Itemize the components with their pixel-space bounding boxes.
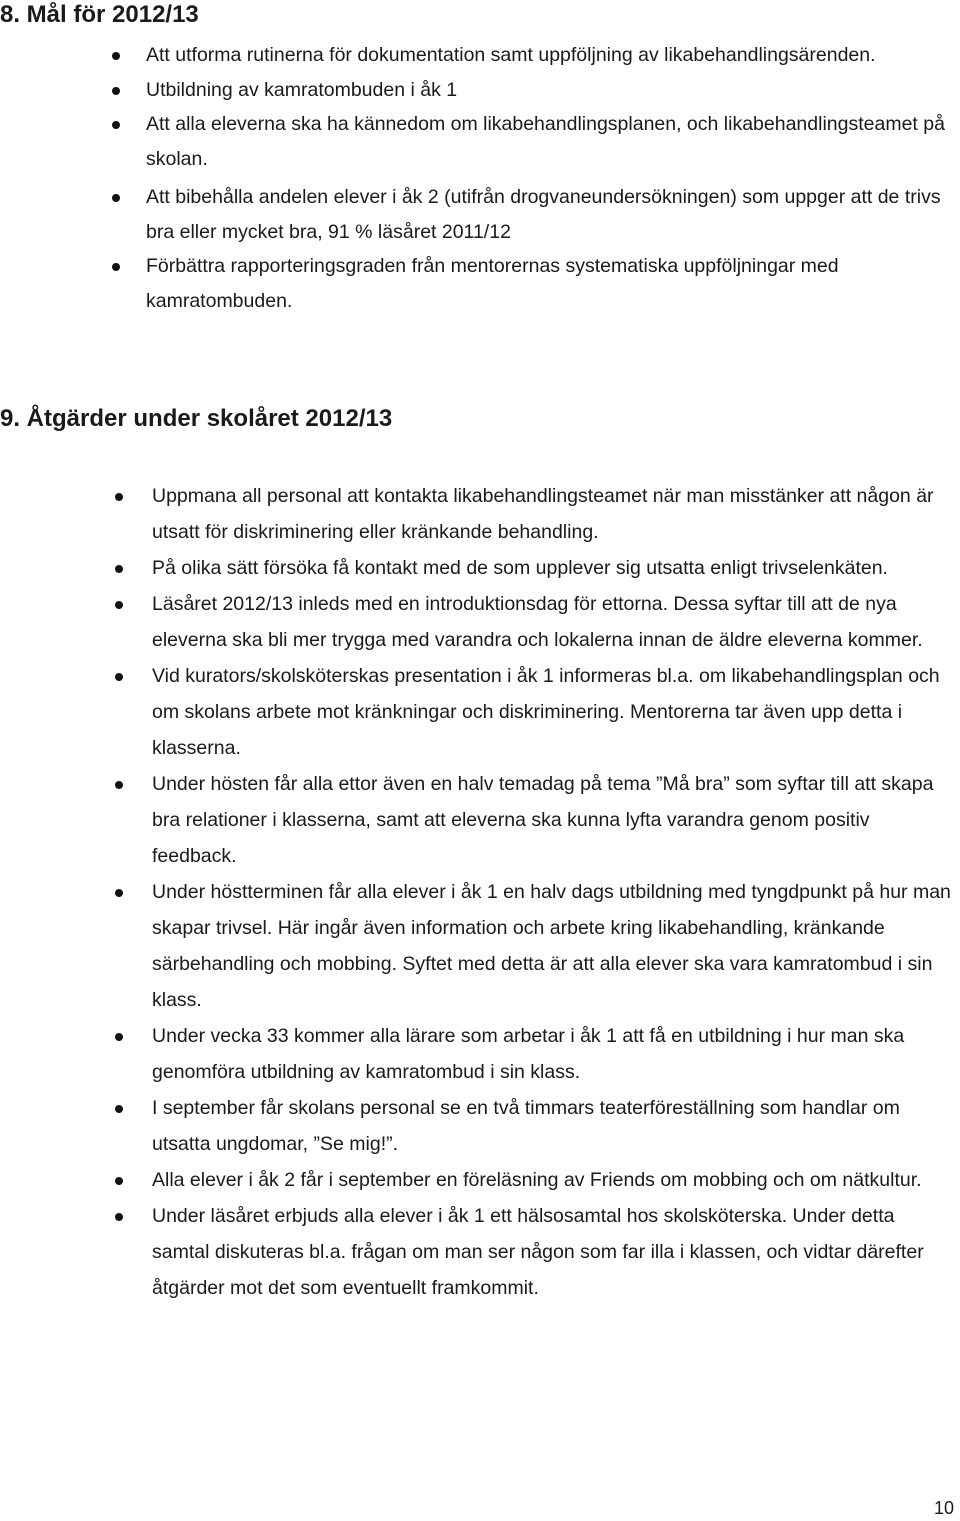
list-item (0, 766, 960, 874)
list-item-text: Att bibehålla andelen elever i åk 2 (utifrån drogvaneundersökningen) som uppger att de trivs bra eller mycket bra, 91 % läsåret 2011/12 (146, 186, 941, 243)
bullet-icon (115, 781, 123, 789)
list-item-text: På olika sätt försöka få kontakt med de som upplever sig utsatta enligt trivselenkäten. (152, 557, 888, 579)
list-item (0, 658, 960, 766)
section-8-heading: 8. Mål för 2012/13 (0, 1, 199, 28)
list-item (0, 478, 960, 550)
bullet-icon (115, 1105, 123, 1113)
list-item (0, 180, 960, 249)
list-item-text: Under läsåret erbjuds alla elever i åk 1 ett hälsosamtal hos skolsköterska. Under detta samtal diskuteras bl.a. frågan om man ser någon som far illa i klassen, och vidtar därefter åtgärder mot det som eventuellt framkommit. (152, 1205, 924, 1299)
actions-list (0, 478, 960, 1306)
list-item-text: Utbildning av kamratombuden i åk 1 (146, 78, 458, 101)
list-item-text: Förbättra rapporteringsgraden från mentorernas systematiska uppföljningar med kamratombuden. (146, 255, 839, 312)
list-item (0, 586, 960, 658)
list-item-text: Under vecka 33 kommer alla lärare som arbetar i åk 1 att få en utbildning i hur man ska genomföra utbildning av kamratombud i sin klass. (152, 1025, 905, 1083)
list-item-text: Uppmana all personal att kontakta likabehandlingsteamet när man misstänker att någon är utsatt för diskriminering eller kränkande behandling. (152, 485, 934, 543)
bullet-icon (112, 263, 120, 271)
list-item (0, 874, 960, 1018)
bullet-icon (115, 1033, 123, 1041)
goals-list (0, 38, 960, 318)
list-item-text: Under höstterminen får alla elever i åk 1 en halv dags utbildning med tyngdpunkt på hur man skapar trivsel. Här ingår även information och arbete kring likabehandling, kränkande särbehandling och mobbing. Syftet med detta är att alla elever ska vara kamratombud i sin klass. (152, 881, 951, 1011)
list-item (0, 38, 960, 73)
bullet-icon (112, 52, 120, 60)
list-item-text: Under hösten får alla ettor även en halv temadag på tema ”Må bra” som syftar till att skapa bra relationer i klasserna, samt att eleverna ska kunna lyfta varandra genom positiv feedback. (152, 773, 934, 867)
bullet-icon (112, 87, 120, 95)
list-item (0, 1198, 960, 1306)
page-number: 10 (933, 1498, 954, 1518)
list-item-text: Alla elever i åk 2 får i september en föreläsning av Friends om mobbing och om nätkultur. (152, 1169, 922, 1191)
list-item (0, 550, 960, 586)
bullet-icon (115, 601, 123, 609)
list-item (0, 1018, 960, 1090)
list-item (0, 249, 960, 318)
list-item (0, 1162, 960, 1198)
bullet-icon (115, 493, 123, 501)
bullet-icon (115, 1213, 123, 1221)
list-item-text: Läsåret 2012/13 inleds med en introduktionsdag för ettorna. Dessa syftar till att de nya eleverna ska bli mer trygga med varandra och lokalerna innan de äldre eleverna kommer. (152, 593, 923, 651)
bullet-icon (115, 565, 123, 573)
bullet-icon (115, 889, 123, 897)
bullet-icon (112, 121, 120, 129)
list-item (0, 107, 960, 176)
list-item (0, 73, 960, 108)
list-item-text: Vid kurators/skolsköterskas presentation i åk 1 informeras bl.a. om likabehandlingsplan och om skolans arbete mot kränkningar och diskriminering. Mentorerna tar även upp detta i klasserna. (152, 665, 940, 759)
bullet-icon (115, 1177, 123, 1185)
list-item-text: Att utforma rutinerna för dokumentation samt uppföljning av likabehandlingsärenden. (146, 44, 876, 66)
list-item-text: Att alla eleverna ska ha kännedom om likabehandlingsplanen, och likabehandlingsteamet på skolan. (146, 113, 945, 170)
bullet-icon (112, 194, 120, 202)
list-item-text: I september får skolans personal se en två timmars teaterföreställning som handlar om utsatta ungdomar, ”Se mig!”. (152, 1097, 900, 1155)
list-item (0, 1090, 960, 1162)
bullet-icon (115, 673, 123, 681)
section-9-heading: 9. Åtgärder under skolåret 2012/13 (0, 405, 393, 432)
